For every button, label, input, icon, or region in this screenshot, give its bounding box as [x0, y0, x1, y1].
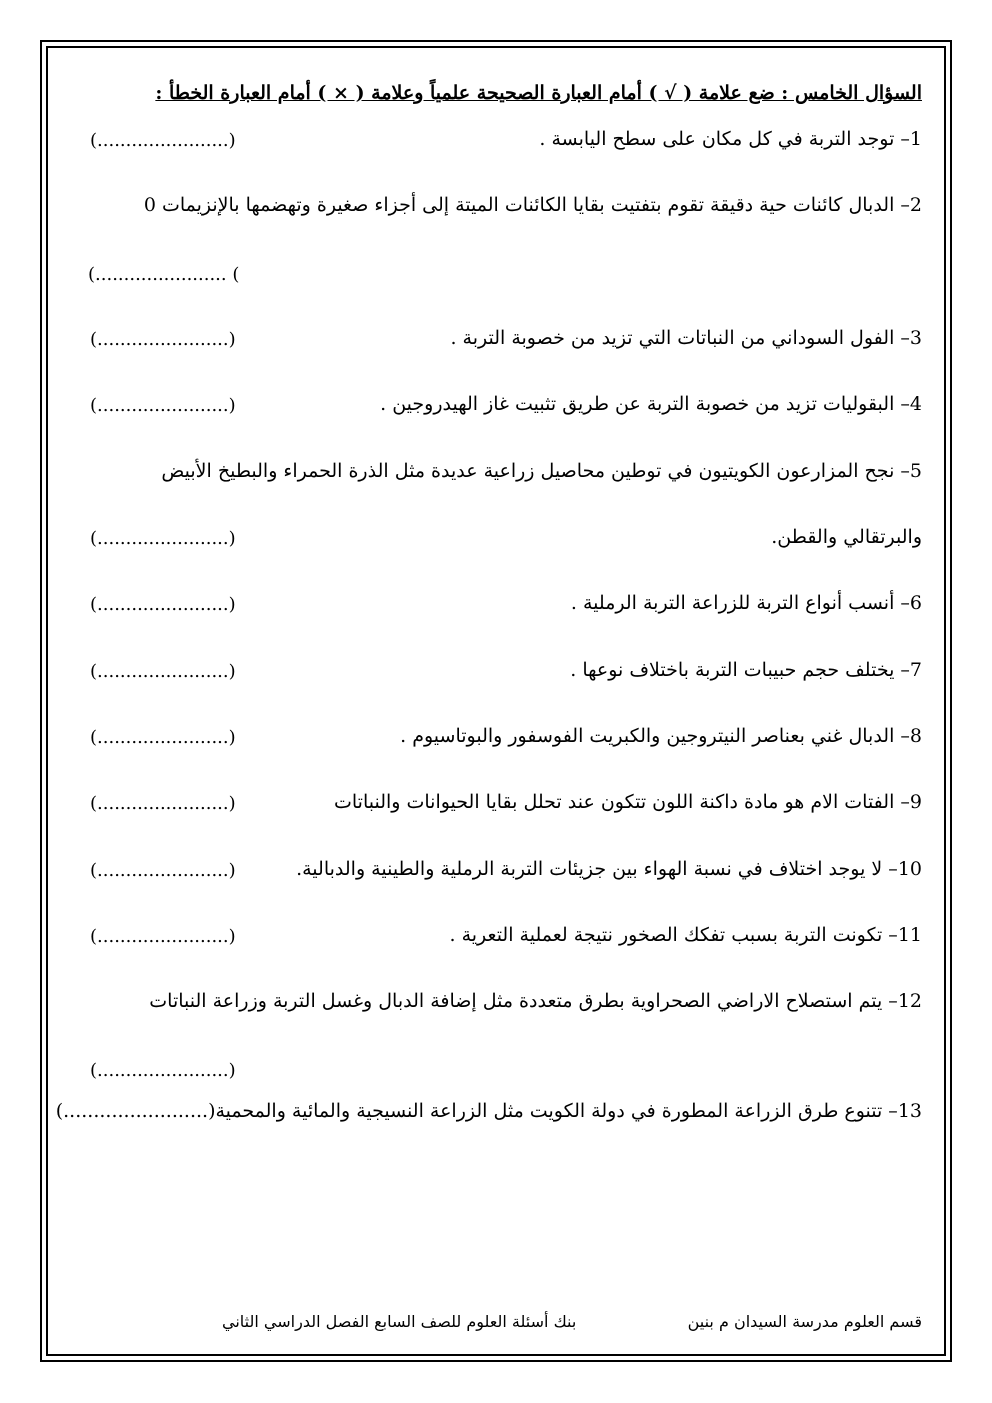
statement-5	[100, 458, 922, 484]
statement-text: – البقوليات تزيد من خصوبة التربة عن طريق تثبيت غاز الهيدروجين .	[380, 393, 910, 415]
statement-text: – الدبال كائنات حية دقيقة تقوم بتفتيت بقايا الكائنات الميتة إلى أجزاء صغيرة وتهضمها بالإنزيمات 0	[143, 194, 910, 216]
statement-number: 9	[909, 791, 922, 813]
statement-text: – تتنوع طرق الزراعة المطورة في دولة الكويت مثل الزراعة النسيجية والمائية والمحمية(........................)	[55, 1100, 898, 1122]
statement-text: – نجح المزارعون الكويتيون في توطين محاصيل زراعية عديدة مثل الذرة الحمراء والبطيخ الأبيض	[161, 460, 910, 482]
answer-blank-4[interactable]: (.......................)	[90, 395, 236, 416]
statement-12	[92, 988, 922, 1014]
statement-text: – الفول السوداني من النباتات التي تزيد من خصوبة التربة .	[450, 327, 910, 349]
answer-blank-6[interactable]: (.......................)	[90, 594, 236, 615]
statement-number: 4	[909, 393, 922, 415]
statement-text: – تكونت التربة بسبب تفكك الصخور نتيجة لعملية التعرية .	[449, 924, 898, 946]
answer-blank-3[interactable]: (.......................)	[90, 329, 236, 350]
page-border-inner	[46, 46, 946, 1356]
statement-number: 11	[897, 924, 922, 946]
statement-number: 8	[909, 725, 922, 747]
answer-blank-5[interactable]: (.......................)	[90, 528, 236, 549]
statement-text: – يتم استصلاح الاراضي الصحراوية بطرق متعددة مثل إضافة الدبال وغسل التربة وزراعة النباتات	[149, 990, 898, 1012]
statement-number: 3	[909, 327, 922, 349]
statement-text: – الفتات الام هو مادة داكنة اللون تتكون عند تحلل بقايا الحيوانات والنباتات	[334, 791, 910, 813]
statement-text: – لا يوجد اختلاف في نسبة الهواء بين جزيئات التربة الرملية والطينية والدبالية.	[296, 858, 898, 880]
answer-blank-11[interactable]: (.......................)	[90, 926, 236, 947]
statement-number: 10	[897, 858, 922, 880]
statement-5-continuation: والبرتقالي والقطن.	[771, 526, 922, 548]
statement-number: 1	[909, 128, 922, 150]
answer-blank-1[interactable]: (.......................)	[90, 130, 236, 151]
answer-blank-10[interactable]: (.......................)	[90, 860, 236, 881]
statement-text: – يختلف حجم حبيبات التربة باختلاف نوعها .	[570, 659, 910, 681]
statement-text: – توجد التربة في كل مكان على سطح اليابسة .	[539, 128, 910, 150]
statement-text: – أنسب أنواع التربة للزراعة التربة الرملية .	[570, 592, 910, 614]
answer-blank-2[interactable]: (....................... (	[88, 264, 240, 285]
answer-blank-12[interactable]: (.......................)	[90, 1060, 236, 1081]
statement-number: 7	[909, 659, 922, 681]
statement-13	[55, 1098, 922, 1124]
statement-number: 13	[897, 1100, 922, 1122]
statement-text: – الدبال غني بعناصر النيتروجين والكبريت الفوسفور والبوتاسيوم .	[400, 725, 910, 747]
statement-2	[64, 192, 922, 218]
statement-number: 6	[909, 592, 922, 614]
answer-blank-7[interactable]: (.......................)	[90, 661, 236, 682]
answer-blank-8[interactable]: (.......................)	[90, 727, 236, 748]
statement-number: 5	[909, 460, 922, 482]
question-title: السؤال الخامس : ضع علامة ( √ ) أمام العبارة الصحيحة علمياً وعلامة ( × ) أمام العبارة الخطأ :	[155, 82, 922, 104]
answer-blank-9[interactable]: (.......................)	[90, 793, 236, 814]
statement-number: 2	[909, 194, 922, 216]
statement-number: 12	[897, 990, 922, 1012]
footer-question-bank: بنك أسئلة العلوم للصف السابع الفصل الدراسي الثاني	[222, 1312, 577, 1331]
footer-department: قسم العلوم مدرسة السيدان م بنين	[687, 1312, 922, 1331]
